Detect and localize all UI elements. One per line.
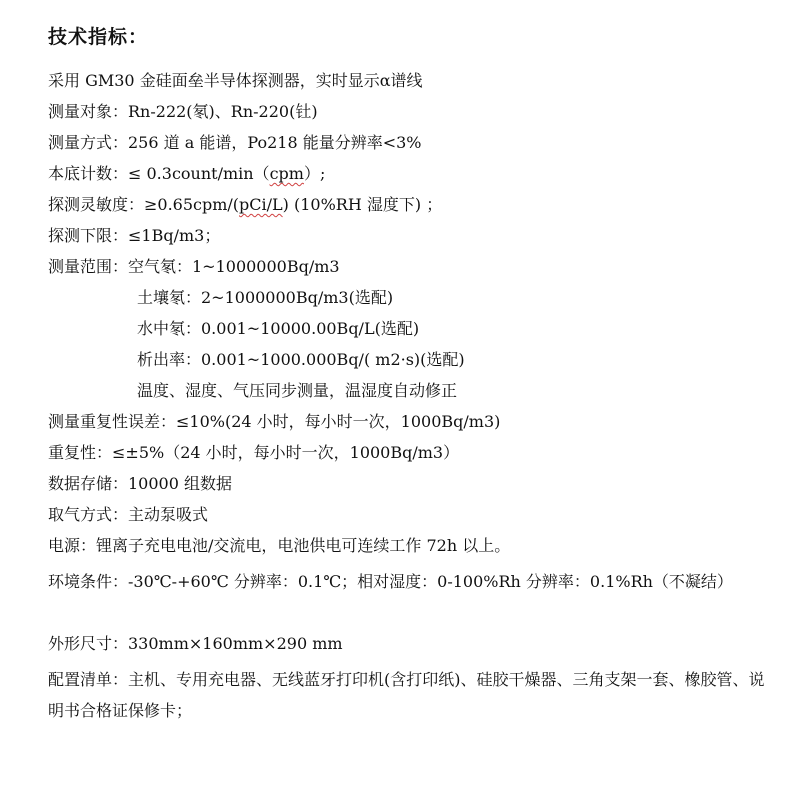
sensitivity-suffix: ) (10%RH 湿度下) ； (282, 195, 443, 214)
spec-line-repeatability-error: 测量重复性误差：≤10%(24 小时，每小时一次，1000Bq/m3) (48, 412, 501, 431)
spec-line-repeatability: 重复性：≤±5%（24 小时，每小时一次，1000Bq/m3） (48, 443, 460, 462)
spec-line-background (48, 163, 325, 185)
background-prefix: 本底计数：≤ 0.3count/min（ (48, 164, 270, 183)
spec-line-range-water: 水中氡：0.001~10000.00Bq/L(选配) (137, 319, 420, 338)
section-title: 技术指标： (48, 26, 149, 48)
spec-line-detector: 采用 GM30 金硅面垒半导体探测器，实时显示α谱线 (48, 71, 423, 90)
spec-line-sensitivity (48, 194, 442, 216)
sensitivity-unit: pCi/L (239, 195, 283, 214)
spec-line-sampling: 取气方式：主动泵吸式 (48, 505, 209, 524)
sensitivity-prefix: 探测灵敏度：≥0.65cpm/( (48, 195, 240, 214)
spec-line-dimensions: 外形尺寸：330mm×160mm×290 mm (48, 634, 343, 653)
spec-line-detection-limit: 探测下限：≤1Bq/m3； (48, 226, 221, 245)
spec-line-storage: 数据存储：10000 组数据 (48, 474, 232, 493)
spec-line-range-exhalation: 析出率：0.001~1000.000Bq/( m2·s)(选配) (137, 350, 465, 369)
background-unit: cpm (269, 164, 304, 183)
spec-line-range-air: 测量范围：空气氡：1~1000000Bq/m3 (48, 257, 340, 276)
spec-line-target: 测量对象：Rn-222(氡)、Rn-220(钍) (48, 102, 318, 121)
spec-line-range-soil: 土壤氡：2~1000000Bq/m3(选配) (137, 288, 394, 307)
spec-line-conditions: 环境条件：-30℃-+60℃ 分辨率：0.1℃；相对湿度：0-100%Rh 分辨率：0.1%Rh（不凝结） (48, 572, 733, 591)
spec-line-method: 测量方式：256 道 a 能谱，Po218 能量分辨率<3% (48, 133, 422, 152)
spec-line-package-list: 配置清单：主机、专用充电器、无线蓝牙打印机(含打印纸)、硅胶干燥器、三角支架一套、橡胶管、说明书合格证保修卡； (48, 670, 765, 720)
spec-line-environment-correction: 温度、湿度、气压同步测量，温湿度自动修正 (137, 381, 458, 400)
spec-line-power: 电源：锂离子充电电池/交流电，电池供电可连续工作 72h 以上。 (48, 536, 511, 555)
background-suffix: ）; (303, 164, 326, 183)
